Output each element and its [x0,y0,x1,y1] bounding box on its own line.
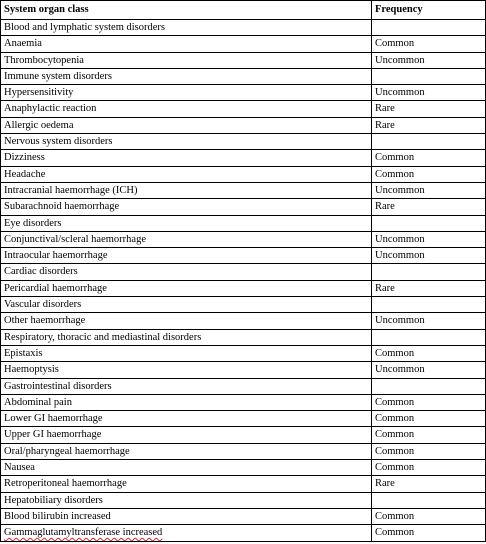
adverse-reaction-cell: Dizziness [1,150,372,166]
table-body [1,20,486,542]
header-frequency: Frequency [372,1,486,20]
adverse-reaction-cell: Allergic oedema [1,117,372,133]
adverse-reaction-cell: Anaemia [1,36,372,52]
table-row [1,248,486,264]
adverse-reaction-cell: Lower GI haemorrhage [1,411,372,427]
table-row [1,117,486,133]
adverse-reaction-cell: Gammaglutamyltransferase increased [1,525,372,541]
frequency-cell: Rare [372,280,486,296]
frequency-cell: Uncommon [372,231,486,247]
table-row [1,166,486,182]
frequency-cell: Uncommon [372,85,486,101]
system-organ-class-cell: Blood and lymphatic system disorders [1,20,372,36]
frequency-cell [372,329,486,345]
adverse-reaction-cell: Headache [1,166,372,182]
table-row [1,411,486,427]
table-section-row [1,68,486,84]
table-header-row [1,1,486,20]
frequency-cell: Rare [372,117,486,133]
adverse-reaction-cell: Blood bilirubin increased [1,508,372,524]
frequency-cell [372,297,486,313]
table-section-row [1,134,486,150]
frequency-cell: Rare [372,101,486,117]
header-system-organ-class: System organ class [1,1,372,20]
table-section-row [1,215,486,231]
frequency-cell: Common [372,411,486,427]
table-row [1,525,486,541]
adverse-reaction-cell: Abdominal pain [1,394,372,410]
frequency-cell: Common [372,525,486,541]
system-organ-class-cell: Cardiac disorders [1,264,372,280]
table-row [1,280,486,296]
table-row [1,150,486,166]
adverse-reaction-cell: Subarachnoid haemorrhage [1,199,372,215]
table-row [1,36,486,52]
frequency-cell: Common [372,443,486,459]
table-row [1,460,486,476]
table-section-row [1,20,486,36]
adverse-reaction-cell: Hypersensitivity [1,85,372,101]
frequency-cell [372,492,486,508]
adverse-reaction-cell: Pericardial haemorrhage [1,280,372,296]
system-organ-class-cell: Hepatobiliary disorders [1,492,372,508]
table-section-row [1,297,486,313]
frequency-cell: Common [372,508,486,524]
frequency-cell: Uncommon [372,52,486,68]
frequency-cell: Common [372,427,486,443]
adverse-reaction-cell: Nausea [1,460,372,476]
adverse-reaction-cell: Intracranial haemorrhage (ICH) [1,182,372,198]
frequency-cell: Uncommon [372,182,486,198]
table-section-row [1,264,486,280]
frequency-cell [372,215,486,231]
table-row [1,394,486,410]
frequency-cell [372,68,486,84]
table-row [1,231,486,247]
frequency-cell: Common [372,394,486,410]
table-section-row [1,378,486,394]
adverse-reaction-cell: Retroperitoneal haemorrhage [1,476,372,492]
table-row [1,85,486,101]
adverse-reaction-cell: Conjunctival/scleral haemorrhage [1,231,372,247]
system-organ-class-cell: Eye disorders [1,215,372,231]
table-row [1,362,486,378]
frequency-cell: Common [372,345,486,361]
system-organ-class-cell: Nervous system disorders [1,134,372,150]
table-row [1,345,486,361]
adverse-reaction-cell: Epistaxis [1,345,372,361]
frequency-cell [372,264,486,280]
frequency-cell [372,378,486,394]
frequency-cell: Common [372,460,486,476]
system-organ-class-cell: Gastrointestinal disorders [1,378,372,394]
frequency-cell: Common [372,36,486,52]
table-row [1,476,486,492]
adverse-reaction-cell: Other haemorrhage [1,313,372,329]
table-row [1,199,486,215]
system-organ-class-cell: Respiratory, thoracic and mediastinal disorders [1,329,372,345]
frequency-cell: Common [372,150,486,166]
table-row [1,313,486,329]
table-section-row [1,329,486,345]
table-row [1,427,486,443]
table-section-row [1,492,486,508]
system-organ-class-cell: Vascular disorders [1,297,372,313]
system-organ-class-cell: Immune system disorders [1,68,372,84]
table-row [1,443,486,459]
table-row [1,182,486,198]
adverse-reaction-cell: Anaphylactic reaction [1,101,372,117]
frequency-cell [372,134,486,150]
frequency-cell: Rare [372,476,486,492]
frequency-cell [372,20,486,36]
frequency-cell: Uncommon [372,313,486,329]
table-row [1,52,486,68]
frequency-cell: Uncommon [372,248,486,264]
adverse-reaction-cell: Haemoptysis [1,362,372,378]
adverse-reaction-cell: Intraocular haemorrhage [1,248,372,264]
table-row [1,508,486,524]
frequency-cell: Uncommon [372,362,486,378]
table-row [1,101,486,117]
adverse-reaction-cell: Thrombocytopenia [1,52,372,68]
adverse-reaction-cell: Upper GI haemorrhage [1,427,372,443]
frequency-cell: Rare [372,199,486,215]
frequency-cell: Common [372,166,486,182]
adverse-reaction-cell: Oral/pharyngeal haemorrhage [1,443,372,459]
